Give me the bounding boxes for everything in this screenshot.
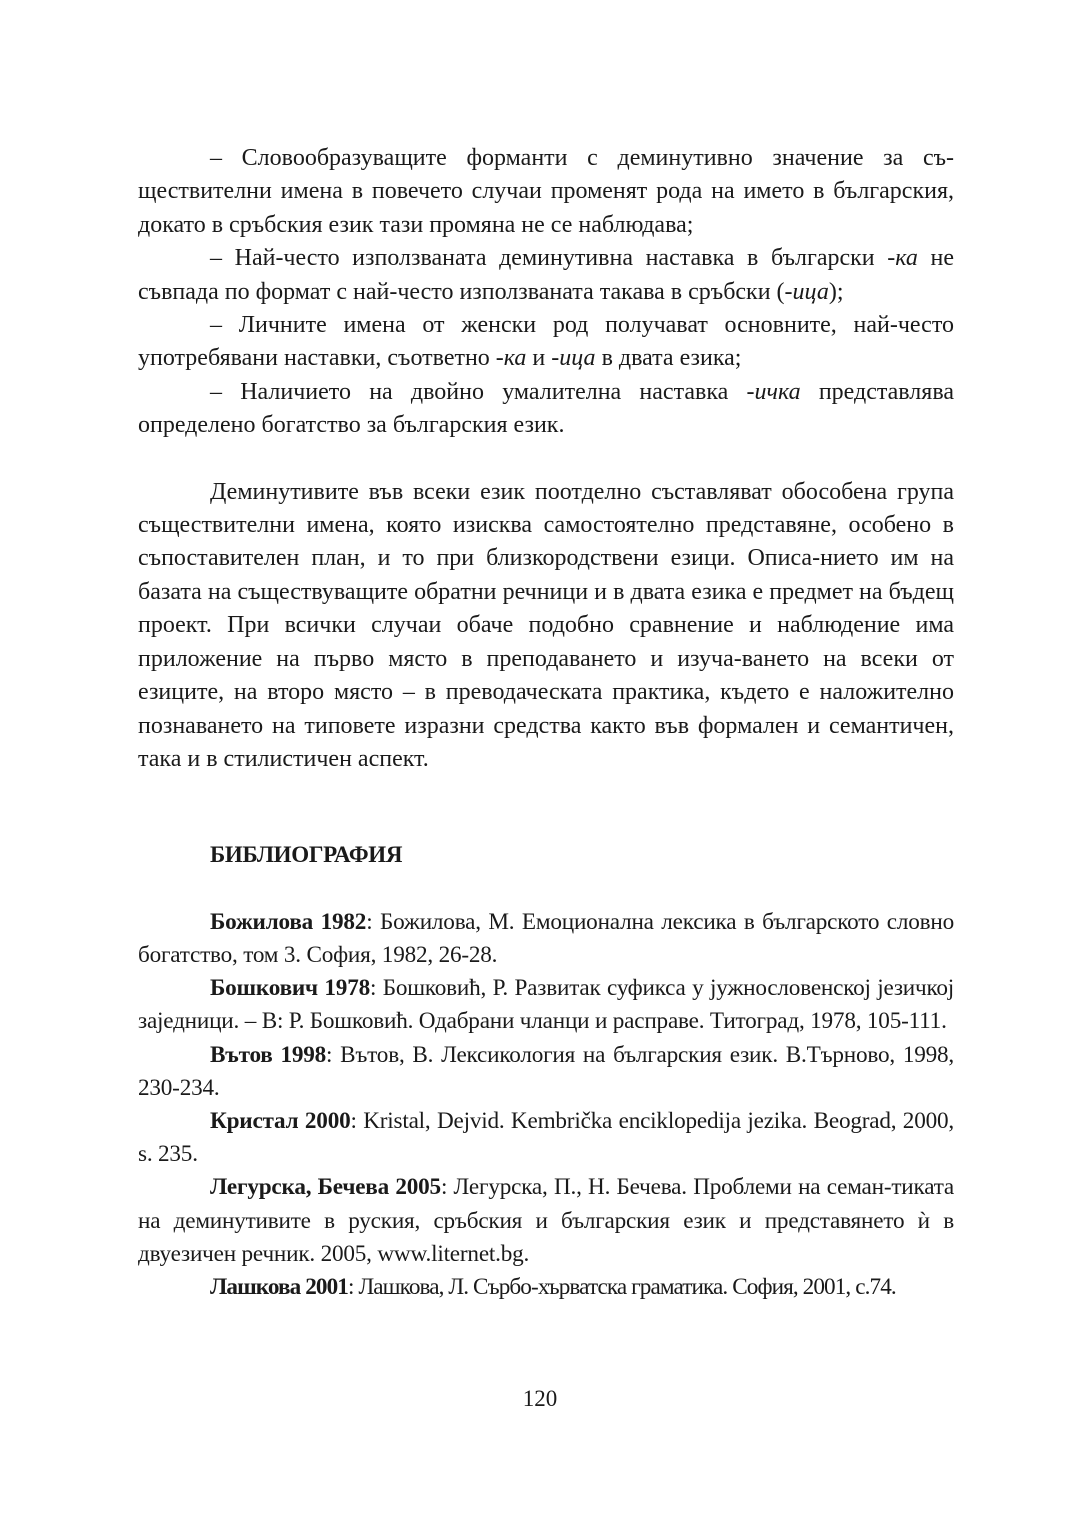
bibliography-key: Кристал 2000 xyxy=(210,1107,351,1134)
bibliography-key: Вътов 1998 xyxy=(210,1041,327,1068)
conclusion-item xyxy=(138,142,954,242)
bibliography-key: Божилова 1982 xyxy=(210,908,367,935)
conclusion-item xyxy=(138,309,954,376)
conclusion-text: не съвпада по формат с най-често използваната такава в сръбски ( xyxy=(138,245,954,305)
bibliography-key: Легурска, Бечева 2005 xyxy=(210,1174,441,1201)
conclusion-item xyxy=(138,376,954,443)
bibliography-list xyxy=(138,906,954,1304)
conclusion-text: в двата езика; xyxy=(595,345,742,372)
page-body xyxy=(138,142,954,1304)
page-number: 120 xyxy=(522,1386,558,1411)
bibliography-heading: БИБЛИОГРАФИЯ xyxy=(210,842,403,868)
spacer xyxy=(138,443,954,476)
bibliography-text: : Божилова, М. Емоционална лексика в българското словно богатство, том 3. София, 1982, 26-28. xyxy=(138,908,954,968)
bibliography-key: Бошкович 1978 xyxy=(210,975,370,1002)
bibliography-text: : Легурска, П., Н. Бечева. Проблеми на семан-тиката на деминутивите в руския, сръбския и българския език и представянето ѝ в двуезичен речник. 2005, www.liternet.bg. xyxy=(138,1174,955,1267)
bibliography-entry xyxy=(138,1105,954,1171)
bibliography-entry xyxy=(138,1171,954,1271)
bibliography-text: : Kristal, Dejvid. Kembrička enciklopedija jezika. Beograd, 2000, s. 235. xyxy=(138,1107,954,1168)
conclusion-text: представлява определено богатство за българския език. xyxy=(138,378,954,439)
spacer xyxy=(138,872,954,906)
suffix-term: -ка xyxy=(495,345,527,372)
conclusion-text: – Най-често използваната деминутивна наставка в български xyxy=(210,245,888,272)
bibliography-entry xyxy=(138,906,954,972)
conclusion-text: – Словообразуващите форманти с деминутивно значение за съ-ществителни имена в повечето случаи променят рода на името в българския, докато в сръбския език тази промяна не се наблюдава; xyxy=(138,145,954,238)
bibliography-key: Лашкова 2001 xyxy=(210,1273,349,1300)
suffix-term: -ица xyxy=(551,345,596,372)
bibliography-entry xyxy=(138,1039,954,1105)
conclusion-text: – Наличието на двойно умалителна наставка xyxy=(210,378,747,405)
bibliography-text: : Вътов, В. Лексикология на българския език. В.Търново, 1998, 230-234. xyxy=(138,1041,954,1101)
suffix-term: -ка xyxy=(887,245,918,272)
conclusion-text: – Личните имена от женски род получават основните, най-често употребявани наставки, съответно xyxy=(138,312,954,372)
bibliography-entry xyxy=(138,972,954,1038)
conclusion-text: ); xyxy=(828,278,844,305)
bibliography-text: : Бошковић, Р. Развитак суфикса у јужнословенској језичкој заједници. – В: Р. Бошковић. Одабрани чланци и расправе. Титоград, 1978, 105-111. xyxy=(138,975,954,1035)
conclusion-item xyxy=(138,242,954,309)
bibliography-entry xyxy=(138,1271,954,1304)
suffix-term: -ичка xyxy=(746,378,801,405)
suffix-term: -ица xyxy=(784,278,829,305)
bibliography-text: : Лашкова, Л. Сърбо-хърватска граматика. София, 2001, с.74. xyxy=(348,1273,896,1300)
spacer xyxy=(138,776,954,838)
conclusion-text: и xyxy=(526,345,552,372)
conclusions-list xyxy=(138,142,954,443)
summary-paragraph: Деминутивите във всеки език поотделно съставляват обособена група съществителни имена, която изисква самостоятелно представяне, особено в съпоставителен план, и то при близкородствени езици. Описа-нието им на базата на съществуващите обратни речници и в двата езика е предмет на бъдещ проект. При всички случаи обаче подобно сравнение и наблюдение има приложение на първо място в преподаването и изуча-ването на всеки от езиците, на второ място – в преводаческата практика, където е наложително познаването на типовете изразни средства както във формален и семантичен, така и в стилистичен аспект. xyxy=(138,478,954,772)
